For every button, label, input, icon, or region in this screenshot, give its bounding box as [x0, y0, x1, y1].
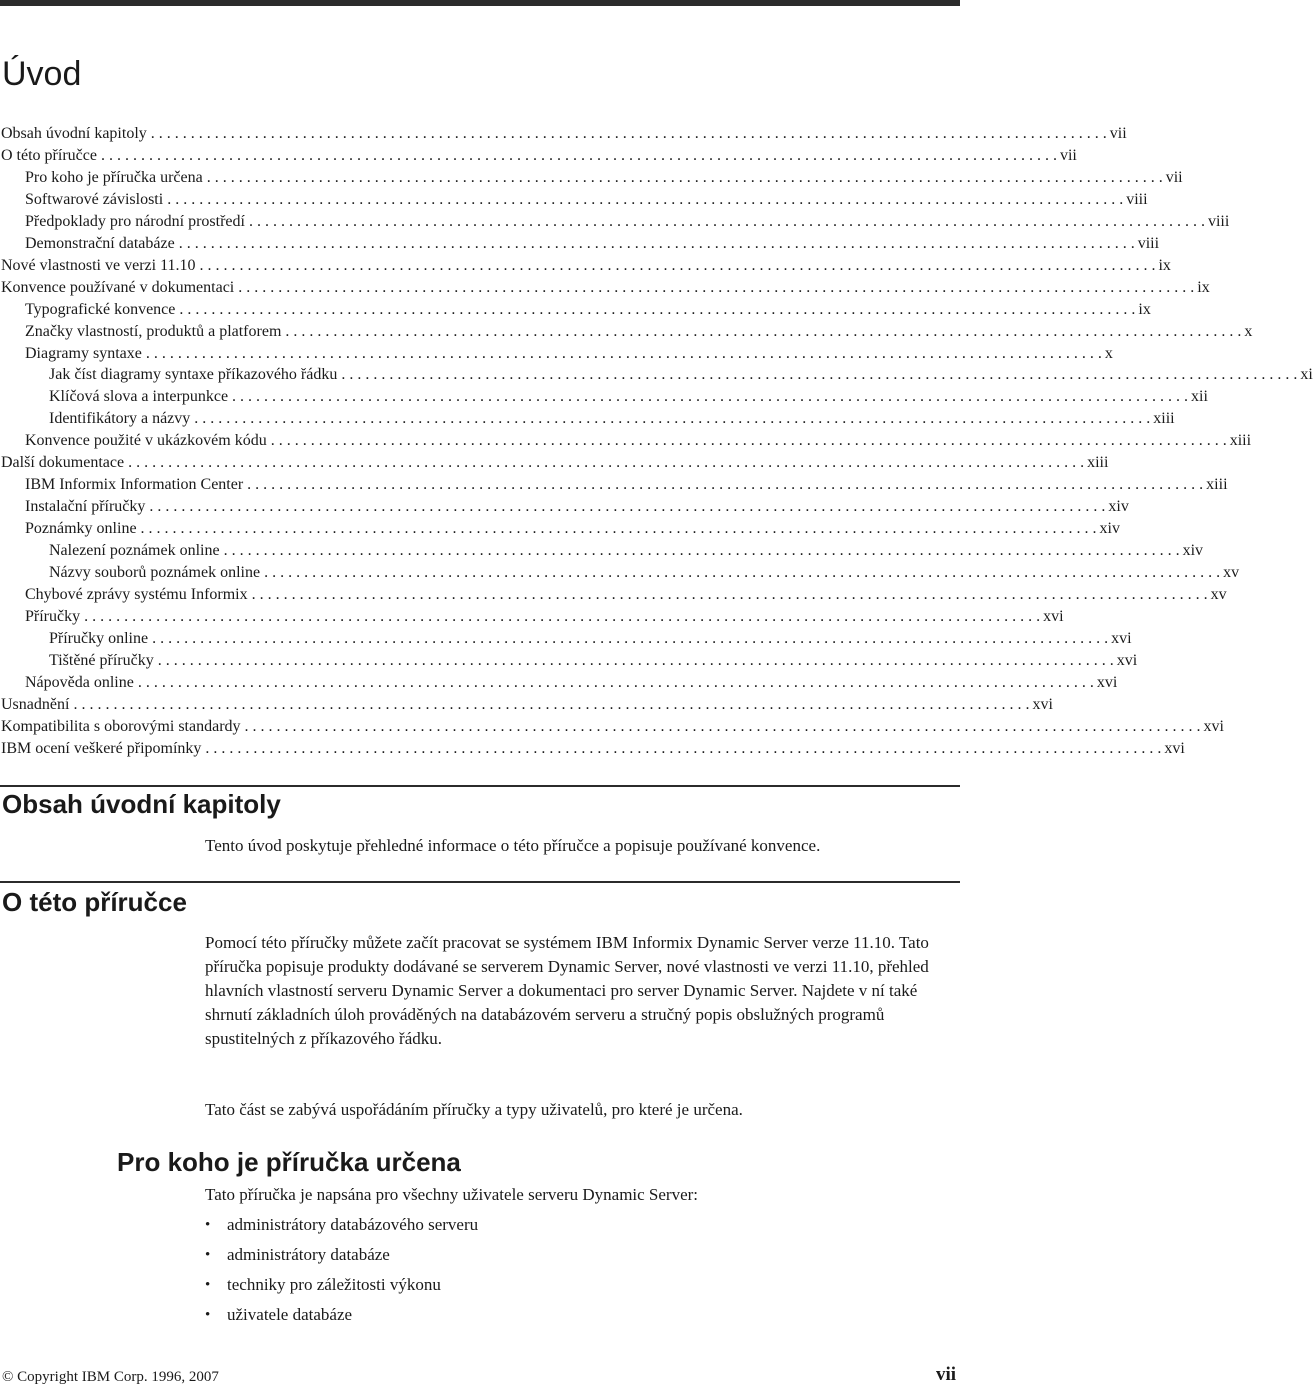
- toc-leader-dots: . . . . . . . . . . . . . . . . . . . . . . . . . . . . . . . . . . . . . . . . . . . . . . . . . . . . . . . . . . . . . . . . . . . . . . . . . . . . . . . . . . . . . . . . . . . . . . . . . . . . . . . . . . . . . . . . . . . . . . . .: [238, 278, 1195, 296]
- toc-leader-dots: . . . . . . . . . . . . . . . . . . . . . . . . . . . . . . . . . . . . . . . . . . . . . . . . . . . . . . . . . . . . . . . . . . . . . . . . . . . . . . . . . . . . . . . . . . . . . . . . . . . . . . . . . . . . . . . . . . . . . . . .: [145, 344, 1102, 362]
- toc-entry-page: xv: [1223, 564, 1240, 581]
- toc-entry[interactable]: [0, 452, 1109, 474]
- toc-entry-title: Instalační příručky: [25, 498, 146, 516]
- toc-leader-dots: . . . . . . . . . . . . . . . . . . . . . . . . . . . . . . . . . . . . . . . . . . . . . . . . . . . . . . . . . . . . . . . . . . . . . . . . . . . . . . . . . . . . . . . . . . . . . . . . . . . . . . . . . . . . . . . . . . . . . . . .: [251, 585, 1208, 603]
- toc-entry-page: xvi: [1203, 717, 1224, 735]
- toc-leader-dots: . . . . . . . . . . . . . . . . . . . . . . . . . . . . . . . . . . . . . . . . . . . . . . . . . . . . . . . . . . . . . . . . . . . . . . . . . . . . . . . . . . . . . . . . . . . . . . . . . . . . . . . . . . . . . . . . . . . . . . . .: [140, 520, 1097, 538]
- toc-entry-title: Chybové zprávy systému Informix: [25, 585, 248, 603]
- toc-entry-title: Příručky: [25, 607, 81, 625]
- toc-entry-page: viii: [1126, 190, 1148, 208]
- toc-entry-page: viii: [1137, 234, 1160, 252]
- toc-entry[interactable]: [0, 584, 1227, 606]
- toc-entry-page: xiii: [1206, 476, 1228, 494]
- toc-entry[interactable]: [0, 167, 1183, 189]
- toc-entry-title: Tištěné příručky: [49, 651, 154, 669]
- toc-entry-title: Názvy souborů poznámek online: [49, 564, 261, 581]
- bullet-icon: •: [205, 1307, 211, 1323]
- toc-entry[interactable]: [0, 364, 1313, 386]
- toc-leader-dots: . . . . . . . . . . . . . . . . . . . . . . . . . . . . . . . . . . . . . . . . . . . . . . . . . . . . . . . . . . . . . . . . . . . . . . . . . . . . . . . . . . . . . . . . . . . . . . . . . . . . . . . . . . . . . . . . . . . . . . . .: [247, 476, 1204, 494]
- toc-entry-page: x: [1104, 344, 1113, 362]
- toc-entry-page: xiv: [1108, 498, 1129, 516]
- toc-leader-dots: . . . . . . . . . . . . . . . . . . . . . . . . . . . . . . . . . . . . . . . . . . . . . . . . . . . . . . . . . . . . . . . . . . . . . . . . . . . . . . . . . . . . . . . . . . . . . . . . . . . . . . . . . . . . . . . . . . . . . . . .: [244, 717, 1201, 735]
- audience-intro: Tato příručka je napsána pro všechny uživatele serveru Dynamic Server:: [205, 1185, 699, 1204]
- toc-entry[interactable]: [0, 562, 1240, 584]
- toc-leader-dots: . . . . . . . . . . . . . . . . . . . . . . . . . . . . . . . . . . . . . . . . . . . . . . . . . . . . . . . . . . . . . . . . . . . . . . . . . . . . . . . . . . . . . . . . . . . . . . . . . . . . . . . . . . . . . . . . . . . . . . . .: [73, 695, 1030, 713]
- toc-leader-dots: . . . . . . . . . . . . . . . . . . . . . . . . . . . . . . . . . . . . . . . . . . . . . . . . . . . . . . . . . . . . . . . . . . . . . . . . . . . . . . . . . . . . . . . . . . . . . . . . . . . . . . . . . . . . . . . . . . . . . . . .: [223, 542, 1180, 560]
- toc-leader-dots: . . . . . . . . . . . . . . . . . . . . . . . . . . . . . . . . . . . . . . . . . . . . . . . . . . . . . . . . . . . . . . . . . . . . . . . . . . . . . . . . . . . . . . . . . . . . . . . . . . . . . . . . . . . . . . . . . . . . . . . .: [137, 673, 1094, 691]
- toc-leader-dots: . . . . . . . . . . . . . . . . . . . . . . . . . . . . . . . . . . . . . . . . . . . . . . . . . . . . . . . . . . . . . . . . . . . . . . . . . . . . . . . . . . . . . . . . . . . . . . . . . . . . . . . . . . . . . . . . . . . . . . . .: [205, 739, 1162, 757]
- toc-entry[interactable]: [0, 474, 1228, 496]
- toc-entry[interactable]: [0, 518, 1120, 540]
- bullet-icon: •: [205, 1247, 211, 1263]
- toc-entry-page: viii: [1207, 212, 1230, 230]
- toc-entry-page: xvi: [1096, 673, 1118, 691]
- toc-entry-title: O této příručce: [1, 146, 97, 164]
- toc-entry[interactable]: [0, 650, 1138, 672]
- toc-entry-title: Nalezení poznámek online: [49, 542, 220, 560]
- toc-entry[interactable]: [0, 672, 1118, 694]
- toc-entry-title: Obsah úvodní kapitoly: [1, 125, 147, 142]
- toc-entry-title: Diagramy syntaxe: [25, 344, 142, 362]
- toc-entry-page: vii: [1059, 146, 1077, 164]
- toc-entry[interactable]: [0, 496, 1129, 518]
- toc-entry-title: Konvence používané v dokumentaci: [1, 278, 235, 296]
- chapter-title: Úvod: [2, 55, 82, 93]
- toc-entry-page: xiv: [1182, 542, 1204, 560]
- about-paragraph-2: Tato část se zabývá uspořádáním příručky a typy uživatelů, pro které je určena.: [205, 1100, 743, 1119]
- toc-entry[interactable]: [0, 277, 1210, 299]
- toc-entry-page: xv: [1210, 585, 1227, 603]
- top-rule: [0, 0, 960, 6]
- toc-leader-dots: . . . . . . . . . . . . . . . . . . . . . . . . . . . . . . . . . . . . . . . . . . . . . . . . . . . . . . . . . . . . . . . . . . . . . . . . . . . . . . . . . . . . . . . . . . . . . . . . . . . . . . . . . . . . . . . . . . . . . . . .: [194, 410, 1151, 428]
- list-item: • administrátory databázového serveru: [205, 1210, 905, 1240]
- toc-entry[interactable]: [0, 211, 1230, 233]
- toc-entry[interactable]: [0, 430, 1252, 452]
- toc-leader-dots: . . . . . . . . . . . . . . . . . . . . . . . . . . . . . . . . . . . . . . . . . . . . . . . . . . . . . . . . . . . . . . . . . . . . . . . . . . . . . . . . . . . . . . . . . . . . . . . . . . . . . . . . . . . . . . . . . . . . . . . .: [100, 146, 1057, 164]
- toc-entry[interactable]: [0, 233, 1160, 255]
- toc-leader-dots: . . . . . . . . . . . . . . . . . . . . . . . . . . . . . . . . . . . . . . . . . . . . . . . . . . . . . . . . . . . . . . . . . . . . . . . . . . . . . . . . . . . . . . . . . . . . . . . . . . . . . . . . . . . . . . . . . . . . . . . .: [206, 168, 1163, 186]
- toc-entry-page: xvi: [1116, 651, 1138, 669]
- toc-leader-dots: . . . . . . . . . . . . . . . . . . . . . . . . . . . . . . . . . . . . . . . . . . . . . . . . . . . . . . . . . . . . . . . . . . . . . . . . . . . . . . . . . . . . . . . . . . . . . . . . . . . . . . . . . . . . . . . . . . . . . . . .: [152, 629, 1109, 647]
- bullet-icon: •: [205, 1277, 211, 1293]
- toc-entry-page: xiii: [1229, 432, 1252, 450]
- toc-entry[interactable]: [0, 386, 1208, 408]
- bullet-icon: •: [205, 1217, 211, 1233]
- toc-entry-title: Poznámky online: [25, 520, 137, 538]
- toc-entry[interactable]: [0, 716, 1224, 738]
- toc-entry-title: Identifikátory a názvy: [49, 410, 191, 428]
- section-intro-text: Tento úvod poskytuje přehledné informace o této příručce a popisuje používané konvence.: [205, 836, 821, 855]
- toc-leader-dots: . . . . . . . . . . . . . . . . . . . . . . . . . . . . . . . . . . . . . . . . . . . . . . . . . . . . . . . . . . . . . . . . . . . . . . . . . . . . . . . . . . . . . . . . . . . . . . . . . . . . . . . . . . . . . . . . . . . . . . . .: [179, 300, 1136, 318]
- section-heading-o-teto-prirucce: O této příručce: [2, 887, 187, 917]
- toc-entry-title: IBM ocení veškeré připomínky: [1, 739, 202, 757]
- copyright-notice: © Copyright IBM Corp. 1996, 2007: [2, 1369, 219, 1385]
- toc-leader-dots: . . . . . . . . . . . . . . . . . . . . . . . . . . . . . . . . . . . . . . . . . . . . . . . . . . . . . . . . . . . . . . . . . . . . . . . . . . . . . . . . . . . . . . . . . . . . . . . . . . . . . . . . . . . . . . . . . . . . . . . .: [84, 607, 1041, 625]
- toc-entry[interactable]: [0, 694, 1053, 716]
- toc-entry-page: ix: [1138, 300, 1151, 318]
- toc-entry-title: Nápověda online: [25, 673, 134, 691]
- toc-entry-title: Klíčová slova a interpunkce: [49, 388, 229, 406]
- subsection-heading-audience: Pro koho je příručka určena: [117, 1147, 461, 1177]
- toc-entry-page: xvi: [1043, 607, 1064, 625]
- toc-entry-title: Nové vlastnosti ve verzi 11.10: [1, 256, 196, 274]
- toc-entry[interactable]: [0, 606, 1064, 628]
- toc-entry-title: Softwarové závislosti: [25, 190, 164, 208]
- toc-entry-page: vii: [1165, 168, 1183, 186]
- toc-entry-title: Značky vlastností, produktů a platforem: [25, 322, 282, 340]
- toc-entry[interactable]: [0, 408, 1175, 430]
- section-heading-obsah: Obsah úvodní kapitoly: [2, 789, 281, 819]
- toc-entry-page: xvi: [1111, 629, 1132, 647]
- toc-entry-page: xiii: [1087, 454, 1109, 472]
- toc-leader-dots: . . . . . . . . . . . . . . . . . . . . . . . . . . . . . . . . . . . . . . . . . . . . . . . . . . . . . . . . . . . . . . . . . . . . . . . . . . . . . . . . . . . . . . . . . . . . . . . . . . . . . . . . . . . . . . . . . . . . . . . .: [150, 125, 1107, 142]
- toc-entry[interactable]: [0, 321, 1253, 343]
- toc-entry-page: xiii: [1153, 410, 1175, 428]
- toc-entry-page: xii: [1191, 388, 1208, 406]
- toc-entry-title: Další dokumentace: [1, 454, 125, 472]
- toc-entry-title: Konvence použité v ukázkovém kódu: [25, 432, 267, 450]
- toc-leader-dots: . . . . . . . . . . . . . . . . . . . . . . . . . . . . . . . . . . . . . . . . . . . . . . . . . . . . . . . . . . . . . . . . . . . . . . . . . . . . . . . . . . . . . . . . . . . . . . . . . . . . . . . . . . . . . . . . . . . . . . . .: [285, 322, 1242, 340]
- toc-entry-page: xvi: [1032, 695, 1053, 713]
- toc-leader-dots: . . . . . . . . . . . . . . . . . . . . . . . . . . . . . . . . . . . . . . . . . . . . . . . . . . . . . . . . . . . . . . . . . . . . . . . . . . . . . . . . . . . . . . . . . . . . . . . . . . . . . . . . . . . . . . . . . . . . . . . .: [264, 564, 1221, 581]
- toc-entry[interactable]: [0, 255, 1171, 277]
- toc-entry-title: Demonstrační databáze: [25, 234, 175, 252]
- toc-entry-page: ix: [1197, 278, 1210, 296]
- toc-entry-title: Kompatibilita s oborovými standardy: [1, 717, 241, 735]
- toc-leader-dots: . . . . . . . . . . . . . . . . . . . . . . . . . . . . . . . . . . . . . . . . . . . . . . . . . . . . . . . . . . . . . . . . . . . . . . . . . . . . . . . . . . . . . . . . . . . . . . . . . . . . . . . . . . . . . . . . . . . . . . . .: [157, 651, 1114, 669]
- list-item: • administrátory databáze: [205, 1240, 905, 1270]
- toc-entry-title: Typografické konvence: [25, 300, 176, 318]
- list-item: • techniky pro záležitosti výkonu: [205, 1270, 905, 1300]
- toc-entry[interactable]: [0, 738, 1185, 760]
- toc-entry-page: vii: [1109, 125, 1127, 142]
- toc-entry[interactable]: [0, 299, 1151, 321]
- toc-entry[interactable]: [0, 145, 1077, 167]
- page-number: vii: [935, 1364, 956, 1385]
- toc-leader-dots: . . . . . . . . . . . . . . . . . . . . . . . . . . . . . . . . . . . . . . . . . . . . . . . . . . . . . . . . . . . . . . . . . . . . . . . . . . . . . . . . . . . . . . . . . . . . . . . . . . . . . . . . . . . . . . . . . . . . . . . .: [341, 366, 1298, 384]
- toc-leader-dots: . . . . . . . . . . . . . . . . . . . . . . . . . . . . . . . . . . . . . . . . . . . . . . . . . . . . . . . . . . . . . . . . . . . . . . . . . . . . . . . . . . . . . . . . . . . . . . . . . . . . . . . . . . . . . . . . . . . . . . . .: [270, 432, 1227, 450]
- section-rule: [0, 785, 960, 787]
- toc-entry-title: Příručky online: [49, 629, 149, 647]
- toc-entry-page: xi: [1300, 366, 1313, 384]
- toc-entry-title: Pro koho je příručka určena: [25, 168, 203, 186]
- toc-entry-title: IBM Informix Information Center: [25, 476, 244, 494]
- toc-entry-page: xvi: [1164, 739, 1185, 757]
- toc-leader-dots: . . . . . . . . . . . . . . . . . . . . . . . . . . . . . . . . . . . . . . . . . . . . . . . . . . . . . . . . . . . . . . . . . . . . . . . . . . . . . . . . . . . . . . . . . . . . . . . . . . . . . . . . . . . . . . . . . . . . . . . .: [248, 212, 1205, 230]
- toc-entry[interactable]: [0, 540, 1204, 562]
- toc-entry[interactable]: [0, 123, 1127, 145]
- section-rule: [0, 881, 960, 883]
- about-paragraph: Pomocí této příručky můžete začít pracovat se systémem IBM Informix Dynamic Server verze 11.10. Tato příručka popisuje produkty dodávané se serverem Dynamic Server, nové vlastnosti ve verzi 11.10, přehled hlavních vlastností serveru Dynamic Server a dokumentaci pro server Dynamic Server. Najdete v ní také shrnutí základních úloh prováděných na databázovém serveru a stručný popis obslužných programů spustitelných z příkazového řádku.: [205, 933, 929, 1048]
- toc-entry[interactable]: [0, 343, 1113, 365]
- toc-leader-dots: . . . . . . . . . . . . . . . . . . . . . . . . . . . . . . . . . . . . . . . . . . . . . . . . . . . . . . . . . . . . . . . . . . . . . . . . . . . . . . . . . . . . . . . . . . . . . . . . . . . . . . . . . . . . . . . . . . . . . . . .: [128, 454, 1085, 472]
- toc-entry-page: ix: [1158, 256, 1171, 274]
- toc-entry[interactable]: [0, 189, 1148, 211]
- toc-leader-dots: . . . . . . . . . . . . . . . . . . . . . . . . . . . . . . . . . . . . . . . . . . . . . . . . . . . . . . . . . . . . . . . . . . . . . . . . . . . . . . . . . . . . . . . . . . . . . . . . . . . . . . . . . . . . . . . . . . . . . . . .: [232, 388, 1189, 406]
- toc-entry-title: Jak číst diagramy syntaxe příkazového řádku: [49, 366, 338, 384]
- toc-leader-dots: . . . . . . . . . . . . . . . . . . . . . . . . . . . . . . . . . . . . . . . . . . . . . . . . . . . . . . . . . . . . . . . . . . . . . . . . . . . . . . . . . . . . . . . . . . . . . . . . . . . . . . . . . . . . . . . . . . . . . . . .: [178, 234, 1135, 252]
- toc-leader-dots: . . . . . . . . . . . . . . . . . . . . . . . . . . . . . . . . . . . . . . . . . . . . . . . . . . . . . . . . . . . . . . . . . . . . . . . . . . . . . . . . . . . . . . . . . . . . . . . . . . . . . . . . . . . . . . . . . . . . . . . .: [199, 256, 1156, 274]
- toc-entry-title: Předpoklady pro národní prostředí: [25, 212, 245, 230]
- toc-entry-page: xiv: [1099, 520, 1120, 538]
- audience-list: [205, 1210, 905, 1330]
- list-item: • uživatele databáze: [205, 1300, 905, 1330]
- toc-entry-page: x: [1244, 322, 1253, 340]
- toc-leader-dots: . . . . . . . . . . . . . . . . . . . . . . . . . . . . . . . . . . . . . . . . . . . . . . . . . . . . . . . . . . . . . . . . . . . . . . . . . . . . . . . . . . . . . . . . . . . . . . . . . . . . . . . . . . . . . . . . . . . . . . . .: [149, 498, 1106, 516]
- toc-entry-title: Usnadnění: [1, 695, 70, 713]
- toc-leader-dots: . . . . . . . . . . . . . . . . . . . . . . . . . . . . . . . . . . . . . . . . . . . . . . . . . . . . . . . . . . . . . . . . . . . . . . . . . . . . . . . . . . . . . . . . . . . . . . . . . . . . . . . . . . . . . . . . . . . . . . . .: [167, 190, 1124, 208]
- toc-entry[interactable]: [0, 628, 1132, 650]
